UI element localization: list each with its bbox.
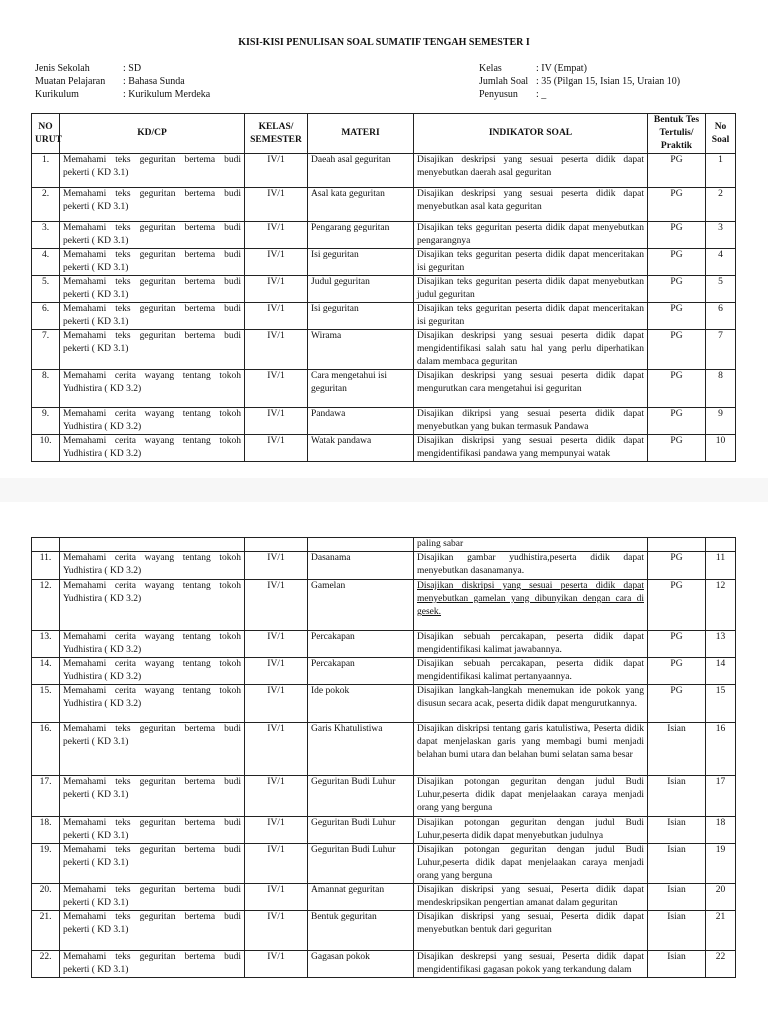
- table-row: [32, 844, 736, 884]
- table-row: [32, 631, 736, 658]
- cell-kdcp: [60, 538, 245, 552]
- meta-value: : Kurikulum Merdeka: [123, 89, 211, 100]
- cell-kelas: IV/1: [245, 580, 308, 631]
- meta-row: [35, 75, 210, 88]
- table-row: [32, 723, 736, 776]
- header-kelas: KELAS/ SEMESTER: [245, 114, 308, 154]
- cell-no: 15.: [32, 685, 60, 723]
- cell-kelas: IV/1: [245, 408, 308, 435]
- cell-kdcp: Memahami teks geguritan bertema budi pekerti ( KD 3.1): [60, 303, 245, 330]
- header-nosoal: No Soal: [706, 114, 736, 154]
- table-row: [32, 776, 736, 817]
- cell-kelas: IV/1: [245, 911, 308, 951]
- meta-value: : _: [536, 89, 547, 100]
- cell-kelas: IV/1: [245, 723, 308, 776]
- cell-materi: Percakapan: [308, 631, 414, 658]
- cell-no: 4.: [32, 249, 60, 276]
- cell-indikator: Disajikan potongan geguritan dengan judul Budi Luhur,peserta didik dapat menjelaakan caraya menjadi orang yang berguna: [414, 844, 648, 884]
- table-row: [32, 330, 736, 370]
- cell-no: 7.: [32, 330, 60, 370]
- cell-kdcp: Memahami teks geguritan bertema budi pekerti ( KD 3.1): [60, 188, 245, 222]
- cell-materi: Pandawa: [308, 408, 414, 435]
- cell-nosoal: 16: [706, 723, 736, 776]
- cell-kelas: IV/1: [245, 552, 308, 580]
- cell-no: 1.: [32, 154, 60, 188]
- cell-kelas: IV/1: [245, 685, 308, 723]
- cell-bentuk: PG: [648, 154, 706, 188]
- cell-indikator: Disajikan sebuah percakapan, peserta didik dapat mengidentifikasi kalimat jawabannya.: [414, 631, 648, 658]
- meta-value: : SD: [123, 63, 142, 74]
- cell-no: 2.: [32, 188, 60, 222]
- cell-bentuk: [648, 538, 706, 552]
- cell-indikator: Disajikan deskrepsi yang sesuai, Peserta didik dapat mengidentifikasi gagasan pokok yang terkandung dalam: [414, 951, 648, 978]
- meta-row: [479, 88, 680, 101]
- cell-bentuk: PG: [648, 370, 706, 408]
- cell-materi: Gamelan: [308, 580, 414, 631]
- cell-nosoal: 10: [706, 435, 736, 462]
- cell-no: 20.: [32, 884, 60, 911]
- cell-nosoal: 18: [706, 817, 736, 844]
- cell-nosoal: 9: [706, 408, 736, 435]
- cell-kelas: IV/1: [245, 370, 308, 408]
- table-row: [32, 580, 736, 631]
- cell-no: 17.: [32, 776, 60, 817]
- header-kdcp: KD/CP: [60, 114, 245, 154]
- table-row: [32, 538, 736, 552]
- table-row: [32, 370, 736, 408]
- cell-bentuk: Isian: [648, 776, 706, 817]
- cell-indikator: Disajikan gambar yudhistira,peserta didik dapat menyebutkan dasanamanya.: [414, 552, 648, 580]
- cell-materi: Cara mengetahui isi geguritan: [308, 370, 414, 408]
- table-row: [32, 249, 736, 276]
- cell-indikator: Disajikan deskripsi yang sesuai peserta didik dapat mengidentifikasi salah satu hal yang perlu diperhatikan dalam membaca geguritan: [414, 330, 648, 370]
- cell-kelas: IV/1: [245, 884, 308, 911]
- cell-no: 8.: [32, 370, 60, 408]
- cell-nosoal: 20: [706, 884, 736, 911]
- meta-value: : Bahasa Sunda: [123, 76, 185, 87]
- cell-materi: Asal kata geguritan: [308, 188, 414, 222]
- cell-no: 6.: [32, 303, 60, 330]
- kisi-kisi-table-page-1: [31, 113, 736, 462]
- cell-indikator: Disajikan teks geguritan peserta didik dapat menceritakan isi geguritan: [414, 303, 648, 330]
- cell-nosoal: 19: [706, 844, 736, 884]
- cell-kdcp: Memahami teks geguritan bertema budi pekerti ( KD 3.1): [60, 817, 245, 844]
- cell-no: 12.: [32, 580, 60, 631]
- cell-indikator: Disajikan diskripsi yang sesuai peserta didik dapat mengidentifikasi pandawa yang mempunyai watak: [414, 435, 648, 462]
- cell-kelas: IV/1: [245, 776, 308, 817]
- cell-indikator: Disajikan diskripsi yang sesuai, Peserta didik dapat menyebutkan bentuk dari geguritan: [414, 911, 648, 951]
- cell-nosoal: 22: [706, 951, 736, 978]
- cell-nosoal: 17: [706, 776, 736, 817]
- cell-indikator: Disajikan teks geguritan peserta didik dapat menyebutkan judul geguritan: [414, 276, 648, 303]
- cell-kelas: IV/1: [245, 951, 308, 978]
- table-row: [32, 552, 736, 580]
- cell-materi: Percakapan: [308, 658, 414, 685]
- meta-key: Jenis Sekolah: [35, 63, 90, 74]
- cell-indikator: Disajikan potongan geguritan dengan judul Budi Luhur,peserta didik dapat menyebutkan judulnya: [414, 817, 648, 844]
- cell-nosoal: 11: [706, 552, 736, 580]
- cell-nosoal: 15: [706, 685, 736, 723]
- cell-indikator: Disajikan sebuah percakapan, peserta didik dapat mengidentifikasi kalimat pertanyaannya.: [414, 658, 648, 685]
- table-row: [32, 303, 736, 330]
- cell-kdcp: Memahami cerita wayang tentang tokoh Yudhistira ( KD 3.2): [60, 408, 245, 435]
- cell-no: 14.: [32, 658, 60, 685]
- meta-right: [479, 62, 680, 101]
- cell-nosoal: 14: [706, 658, 736, 685]
- table-row: [32, 408, 736, 435]
- cell-kdcp: Memahami cerita wayang tentang tokoh Yudhistira ( KD 3.2): [60, 580, 245, 631]
- table-row: [32, 188, 736, 222]
- cell-nosoal: 12: [706, 580, 736, 631]
- cell-kdcp: Memahami teks geguritan bertema budi pekerti ( KD 3.1): [60, 249, 245, 276]
- cell-kdcp: Memahami teks geguritan bertema budi pekerti ( KD 3.1): [60, 844, 245, 884]
- cell-indikator: Disajikan deskripsi yang sesuai peserta didik dapat mengurutkan cara mengetahui isi geguritan: [414, 370, 648, 408]
- cell-kelas: IV/1: [245, 276, 308, 303]
- meta-value: : IV (Empat): [536, 63, 587, 74]
- cell-kdcp: Memahami teks geguritan bertema budi pekerti ( KD 3.1): [60, 951, 245, 978]
- cell-kelas: IV/1: [245, 303, 308, 330]
- cell-no: 19.: [32, 844, 60, 884]
- cell-bentuk: Isian: [648, 911, 706, 951]
- table-row: [32, 435, 736, 462]
- cell-bentuk: Isian: [648, 844, 706, 884]
- cell-no: [32, 538, 60, 552]
- cell-kdcp: Memahami teks geguritan bertema budi pekerti ( KD 3.1): [60, 330, 245, 370]
- cell-bentuk: PG: [648, 188, 706, 222]
- table-row: [32, 951, 736, 978]
- cell-materi: Gagasan pokok: [308, 951, 414, 978]
- header-row: [32, 114, 736, 154]
- cell-kelas: IV/1: [245, 249, 308, 276]
- cell-kdcp: Memahami cerita wayang tentang tokoh Yudhistira ( KD 3.2): [60, 685, 245, 723]
- cell-kelas: IV/1: [245, 844, 308, 884]
- cell-indikator: Disajikan diskripsi yang sesuai, Peserta didik dapat mendeskripsikan pengertian amanat dalam geguritan: [414, 884, 648, 911]
- cell-kelas: IV/1: [245, 188, 308, 222]
- cell-bentuk: PG: [648, 685, 706, 723]
- cell-materi: Geguritan Budi Luhur: [308, 817, 414, 844]
- table-row: [32, 884, 736, 911]
- cell-nosoal: 13: [706, 631, 736, 658]
- cell-bentuk: Isian: [648, 817, 706, 844]
- cell-bentuk: Isian: [648, 884, 706, 911]
- cell-nosoal: 5: [706, 276, 736, 303]
- cell-bentuk: PG: [648, 435, 706, 462]
- cell-indikator: Disajikan diskripsi tentang garis katulistiwa, Peserta didik dapat menjelaskan garis yang membagi bumi menjadi belahan bumi utara dan belahan bumi selatan sama besar: [414, 723, 648, 776]
- cell-no: 18.: [32, 817, 60, 844]
- meta-key: Jumlah Soal: [479, 76, 529, 87]
- cell-bentuk: PG: [648, 303, 706, 330]
- table-row: [32, 685, 736, 723]
- cell-indikator: paling sabar: [414, 538, 648, 552]
- cell-bentuk: PG: [648, 580, 706, 631]
- cell-kelas: IV/1: [245, 658, 308, 685]
- cell-materi: Geguritan Budi Luhur: [308, 844, 414, 884]
- cell-bentuk: Isian: [648, 951, 706, 978]
- cell-bentuk: PG: [648, 222, 706, 249]
- cell-kdcp: Memahami cerita wayang tentang tokoh Yudhistira ( KD 3.2): [60, 435, 245, 462]
- cell-bentuk: Isian: [648, 723, 706, 776]
- cell-nosoal: 7: [706, 330, 736, 370]
- kisi-kisi-table-page-2: [31, 537, 736, 978]
- header-bentuk: Bentuk Tes Tertulis/ Praktik: [648, 114, 706, 154]
- cell-no: 3.: [32, 222, 60, 249]
- meta-key: Kelas: [479, 63, 502, 74]
- cell-no: 22.: [32, 951, 60, 978]
- table-row: [32, 911, 736, 951]
- table-row: [32, 222, 736, 249]
- cell-kdcp: Memahami teks geguritan bertema budi pekerti ( KD 3.1): [60, 222, 245, 249]
- document-page-1: [0, 0, 768, 478]
- cell-no: 5.: [32, 276, 60, 303]
- header-no: NO URUT: [32, 114, 60, 154]
- cell-kelas: IV/1: [245, 631, 308, 658]
- cell-bentuk: PG: [648, 552, 706, 580]
- cell-kdcp: Memahami teks geguritan bertema budi pekerti ( KD 3.1): [60, 884, 245, 911]
- cell-kelas: IV/1: [245, 435, 308, 462]
- cell-materi: Daeah asal geguritan: [308, 154, 414, 188]
- cell-nosoal: 6: [706, 303, 736, 330]
- cell-bentuk: PG: [648, 408, 706, 435]
- cell-kdcp: Memahami teks geguritan bertema budi pekerti ( KD 3.1): [60, 154, 245, 188]
- cell-kdcp: Memahami teks geguritan bertema budi pekerti ( KD 3.1): [60, 776, 245, 817]
- table-row: [32, 154, 736, 188]
- meta-key: Penyusun: [479, 89, 518, 100]
- cell-materi: Isi geguritan: [308, 249, 414, 276]
- cell-bentuk: PG: [648, 658, 706, 685]
- cell-indikator: Disajikan teks geguritan peserta didik dapat menceritakan isi geguritan: [414, 249, 648, 276]
- cell-no: 9.: [32, 408, 60, 435]
- cell-kelas: IV/1: [245, 817, 308, 844]
- cell-no: 13.: [32, 631, 60, 658]
- table-body-page-2: [32, 538, 736, 978]
- cell-no: 21.: [32, 911, 60, 951]
- cell-nosoal: 4: [706, 249, 736, 276]
- cell-kdcp: Memahami cerita wayang tentang tokoh Yudhistira ( KD 3.2): [60, 370, 245, 408]
- meta-value: : 35 (Pilgan 15, Isian 15, Uraian 10): [536, 76, 681, 87]
- cell-no: 11.: [32, 552, 60, 580]
- table-row: [32, 276, 736, 303]
- cell-materi: Wirama: [308, 330, 414, 370]
- cell-nosoal: 2: [706, 188, 736, 222]
- meta-key: Kurikulum: [35, 89, 79, 100]
- document-title: KISI-KISI PENULISAN SOAL SUMATIF TENGAH SEMESTER I: [238, 37, 530, 48]
- cell-bentuk: PG: [648, 631, 706, 658]
- table-row: [32, 817, 736, 844]
- meta-left: [35, 62, 210, 101]
- cell-materi: Pengarang geguritan: [308, 222, 414, 249]
- cell-bentuk: PG: [648, 330, 706, 370]
- cell-materi: Dasanama: [308, 552, 414, 580]
- header-indikator: INDIKATOR SOAL: [414, 114, 648, 154]
- cell-indikator: Disajikan deskripsi yang sesuai peserta didik dapat menyebutkan asal kata geguritan: [414, 188, 648, 222]
- cell-indikator: Disajikan deskripsi yang sesuai peserta didik dapat menyebutkan daerah asal geguritan: [414, 154, 648, 188]
- cell-materi: Ide pokok: [308, 685, 414, 723]
- cell-kdcp: Memahami teks geguritan bertema budi pekerti ( KD 3.1): [60, 911, 245, 951]
- cell-nosoal: 3: [706, 222, 736, 249]
- cell-materi: Watak pandawa: [308, 435, 414, 462]
- cell-kdcp: Memahami teks geguritan bertema budi pekerti ( KD 3.1): [60, 276, 245, 303]
- cell-kelas: [245, 538, 308, 552]
- cell-no: 16.: [32, 723, 60, 776]
- meta-row: [35, 88, 210, 101]
- cell-bentuk: PG: [648, 276, 706, 303]
- cell-kdcp: Memahami cerita wayang tentang tokoh Yudhistira ( KD 3.2): [60, 658, 245, 685]
- document-page-2: [0, 502, 768, 1024]
- meta-row: [35, 62, 210, 75]
- cell-materi: Geguritan Budi Luhur: [308, 776, 414, 817]
- cell-kelas: IV/1: [245, 222, 308, 249]
- cell-materi: [308, 538, 414, 552]
- cell-nosoal: [706, 538, 736, 552]
- table-body-page-1: [32, 154, 736, 462]
- cell-no: 10.: [32, 435, 60, 462]
- cell-nosoal: 8: [706, 370, 736, 408]
- cell-materi: Garis Khatulistiwa: [308, 723, 414, 776]
- cell-materi: Bentuk geguritan: [308, 911, 414, 951]
- meta-row: [479, 75, 680, 88]
- cell-indikator: Disajikan langkah-langkah menemukan ide pokok yang disusun secara acak, peserta didik dapat mengurutkannya.: [414, 685, 648, 723]
- cell-nosoal: 21: [706, 911, 736, 951]
- cell-kdcp: Memahami cerita wayang tentang tokoh Yudhistira ( KD 3.2): [60, 631, 245, 658]
- table-row: [32, 658, 736, 685]
- cell-materi: Judul geguritan: [308, 276, 414, 303]
- cell-nosoal: 1: [706, 154, 736, 188]
- header-materi: MATERI: [308, 114, 414, 154]
- meta-key: Muatan Pelajaran: [35, 76, 106, 87]
- cell-kelas: IV/1: [245, 154, 308, 188]
- cell-kdcp: Memahami teks geguritan bertema budi pekerti ( KD 3.1): [60, 723, 245, 776]
- cell-kelas: IV/1: [245, 330, 308, 370]
- cell-indikator: Disajikan diskripsi yang sesuai peserta didik dapat menyebutkan gamelan yang dibunyikan dengan cara di gesek.: [414, 580, 648, 631]
- cell-kdcp: Memahami cerita wayang tentang tokoh Yudhistira ( KD 3.2): [60, 552, 245, 580]
- cell-materi: Isi geguritan: [308, 303, 414, 330]
- meta-row: [479, 62, 680, 75]
- cell-bentuk: PG: [648, 249, 706, 276]
- cell-indikator: Disajikan potongan geguritan dengan judul Budi Luhur,peserta didik dapat menjelaakan caraya menjadi orang yang berguna: [414, 776, 648, 817]
- cell-indikator: Disajikan teks geguritan peserta didik dapat menyebutkan pengarangnya: [414, 222, 648, 249]
- cell-indikator: Disajikan dikripsi yang sesuai peserta didik dapat menyebutkan yang bukan termasuk Pandawa: [414, 408, 648, 435]
- cell-materi: Amannat geguritan: [308, 884, 414, 911]
